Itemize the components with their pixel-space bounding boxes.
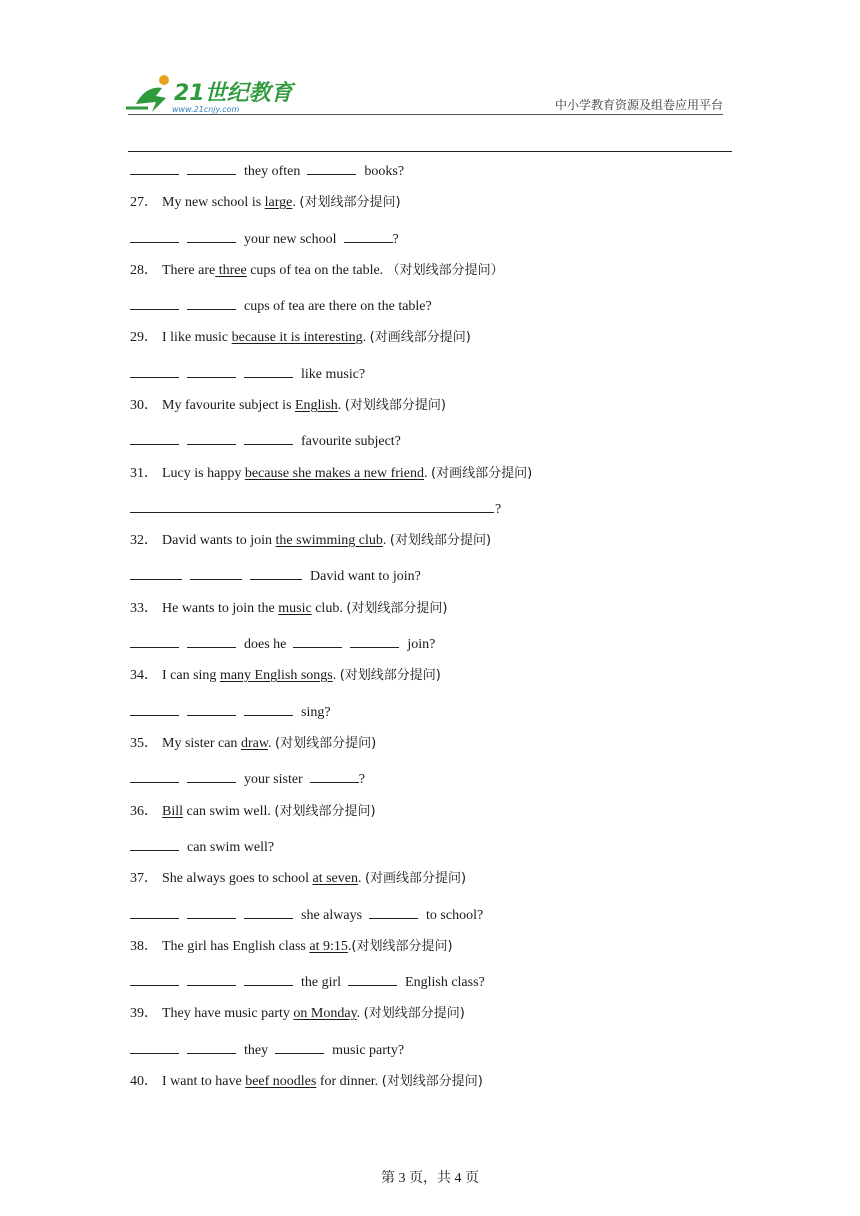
question-text: My new school is: [162, 195, 265, 210]
answer-text: favourite subject?: [301, 434, 401, 449]
answer-blank[interactable]: [250, 566, 302, 580]
instruction: (对划线部分提问): [363, 1006, 465, 1021]
answer-blank[interactable]: [369, 905, 418, 919]
question-text-post: cups of tea on the table.: [246, 263, 387, 278]
answer-blank[interactable]: [130, 364, 179, 378]
question-text-post: .: [357, 871, 365, 886]
answer-blank[interactable]: [187, 364, 236, 378]
question-text-post: .: [424, 466, 432, 481]
answer-text: like music?: [301, 367, 366, 382]
underlined-part: at seven: [312, 871, 358, 886]
question-text-post: .: [356, 1006, 364, 1021]
underlined-part: English: [294, 398, 338, 413]
answer-blank[interactable]: [130, 905, 179, 919]
answer-line-28: [130, 296, 432, 316]
answer-text: she always: [301, 908, 363, 923]
question-number: 35．: [130, 736, 158, 751]
question-number: 38．: [130, 939, 158, 954]
underlined-part: three: [215, 263, 247, 278]
answer-line-27: [130, 229, 399, 249]
answer-blank[interactable]: [348, 972, 397, 986]
answer-end: ?: [392, 232, 399, 247]
answer-blank[interactable]: [130, 634, 179, 648]
question-text: She always goes to school: [162, 871, 313, 886]
instruction: (对划线部分提问): [274, 804, 376, 819]
instruction: (对画线部分提问): [364, 871, 467, 886]
answer-blank[interactable]: [187, 161, 236, 175]
answer-line-26: [130, 161, 404, 181]
instruction: (对划线部分提问): [344, 398, 446, 413]
underlined-part: at 9:15: [309, 939, 348, 954]
underlined-part: large: [264, 195, 293, 210]
answer-end: English class?: [405, 975, 485, 990]
platform-label: 中小学教育资源及组卷应用平台: [554, 98, 723, 112]
answer-blank[interactable]: [293, 634, 342, 648]
question-number: 30．: [130, 398, 158, 413]
question-text: They have music party: [162, 1006, 294, 1021]
question-number: 29．: [130, 330, 158, 345]
question-number: 37．: [130, 871, 158, 886]
question-39: [130, 1005, 465, 1023]
underlined-part: draw: [240, 736, 269, 751]
page-number: 第 3 页，共 4 页: [381, 1171, 479, 1186]
answer-blank[interactable]: [244, 364, 293, 378]
instruction: (对划线部分提问): [351, 939, 453, 954]
answer-end: music party?: [332, 1043, 405, 1058]
question-text: I want to have: [162, 1074, 246, 1089]
question-number: 32．: [130, 533, 158, 548]
question-28: [130, 262, 504, 280]
answer-blank[interactable]: [187, 296, 236, 310]
answer-blank[interactable]: [130, 702, 179, 716]
answer-blank[interactable]: [130, 431, 179, 445]
answer-blank[interactable]: [350, 634, 399, 648]
question-30: [130, 397, 446, 415]
answer-blank[interactable]: [130, 769, 179, 783]
question-35: [130, 735, 376, 753]
answer-text: they often: [244, 164, 301, 179]
answer-blank[interactable]: [190, 566, 242, 580]
answer-blank[interactable]: [130, 161, 179, 175]
question-text: I like music: [162, 330, 232, 345]
answer-blank[interactable]: [187, 229, 236, 243]
answer-blank[interactable]: [187, 431, 236, 445]
answer-blank[interactable]: [130, 837, 179, 851]
underlined-part: many English songs: [219, 668, 333, 683]
question-text: The girl has English class: [162, 939, 310, 954]
underlined-part: on Monday: [293, 1006, 357, 1021]
question-text-post: .: [362, 330, 370, 345]
answer-text: does he: [244, 637, 287, 652]
question-text: My sister can: [162, 736, 241, 751]
instruction: (对划线部分提问): [299, 195, 401, 210]
answer-text: your new school: [244, 232, 337, 247]
answer-end: ?: [358, 772, 365, 787]
underlined-part: because she makes a new friend: [244, 466, 425, 481]
question-text-post: .: [292, 195, 300, 210]
underlined-part: beef noodles: [245, 1074, 317, 1089]
instruction: (对划线部分提问): [339, 668, 441, 683]
answer-blank[interactable]: [244, 905, 293, 919]
question-text-post: can swim well.: [183, 804, 275, 819]
question-text: David wants to join: [162, 533, 276, 548]
question-number: 40．: [130, 1074, 158, 1089]
answer-blank[interactable]: [130, 296, 179, 310]
question-text-post: .: [382, 533, 390, 548]
answer-text: the girl: [301, 975, 342, 990]
answer-end: books?: [364, 164, 405, 179]
answer-text: David want to join?: [310, 569, 421, 584]
question-number: 39．: [130, 1006, 158, 1021]
answer-line-31: [130, 499, 501, 519]
question-38: [130, 938, 453, 956]
question-text-post: club.: [311, 601, 347, 616]
answer-text: they: [244, 1043, 269, 1058]
logo-url: www.21cnjy.com: [172, 105, 240, 114]
instruction: (对划线部分提问): [389, 533, 492, 548]
answer-blank[interactable]: [187, 702, 236, 716]
answer-line-29: [130, 364, 365, 384]
logo-title: 21世纪教育: [174, 81, 293, 106]
instruction: (对画线部分提问): [369, 330, 471, 345]
question-number: 27．: [130, 195, 158, 210]
answer-blank[interactable]: [244, 972, 293, 986]
answer-blank[interactable]: [310, 769, 359, 783]
header-rule: [128, 114, 723, 115]
question-31: [130, 465, 532, 483]
body-rule: [128, 151, 732, 152]
answer-blank[interactable]: [130, 229, 179, 243]
answer-blank[interactable]: [275, 1040, 324, 1054]
logo-21cnjy: [122, 68, 302, 118]
question-text-post: .: [347, 939, 352, 954]
answer-end: ?: [495, 502, 502, 517]
answer-end: join?: [407, 637, 436, 652]
answer-blank[interactable]: [187, 1040, 236, 1054]
answer-line-33: [130, 634, 435, 654]
answer-blank-long[interactable]: [130, 499, 494, 513]
answer-text: can swim well?: [187, 840, 275, 855]
instruction: (对划线部分提问): [381, 1074, 483, 1089]
question-27: [130, 194, 401, 212]
question-number: 28．: [130, 263, 158, 278]
question-text-post: for dinner.: [316, 1074, 382, 1089]
instruction: （对划线部分提问）: [386, 263, 504, 278]
answer-end: to school?: [426, 908, 484, 923]
answer-line-37: [130, 905, 483, 925]
instruction: (对划线部分提问): [346, 601, 448, 616]
instruction: (对画线部分提问): [431, 466, 533, 481]
answer-blank[interactable]: [244, 702, 293, 716]
answer-line-39: [130, 1040, 404, 1060]
question-text: He wants to join the: [162, 601, 279, 616]
question-34: [130, 667, 441, 685]
answer-line-36: [130, 837, 274, 857]
instruction: (对划线部分提问): [275, 736, 377, 751]
question-text: There are: [162, 263, 216, 278]
answer-text: cups of tea are there on the table?: [244, 299, 432, 314]
answer-blank[interactable]: [244, 431, 293, 445]
answer-blank[interactable]: [344, 229, 393, 243]
answer-blank[interactable]: [187, 905, 236, 919]
question-37: [130, 870, 466, 888]
question-text-post: .: [337, 398, 345, 413]
answer-line-30: [130, 431, 401, 451]
question-number: 31．: [130, 466, 158, 481]
question-number: 33．: [130, 601, 158, 616]
answer-text: your sister: [244, 772, 303, 787]
answer-blank[interactable]: [130, 1040, 179, 1054]
question-number: 36．: [130, 804, 158, 819]
answer-blank[interactable]: [130, 972, 179, 986]
answer-line-35: [130, 769, 365, 789]
underlined-part: because it is interesting: [231, 330, 363, 345]
question-32: [130, 532, 491, 550]
question-29: [130, 329, 471, 347]
question-36: [130, 803, 376, 821]
answer-line-32: [130, 566, 421, 586]
answer-line-38: [130, 972, 485, 992]
question-40: [130, 1073, 483, 1091]
question-33: [130, 600, 447, 618]
underlined-part: Bill: [162, 804, 184, 819]
underlined-part: music: [278, 601, 312, 616]
answer-blank[interactable]: [187, 972, 236, 986]
question-text: Lucy is happy: [162, 466, 245, 481]
question-text: I can sing: [162, 668, 220, 683]
answer-text: sing?: [301, 705, 331, 720]
question-text-post: .: [332, 668, 340, 683]
answer-blank[interactable]: [130, 566, 182, 580]
question-text-post: .: [268, 736, 276, 751]
answer-blank[interactable]: [187, 634, 236, 648]
answer-line-34: [130, 702, 331, 722]
question-number: 34．: [130, 668, 158, 683]
answer-blank[interactable]: [187, 769, 236, 783]
question-text: My favourite subject is: [162, 398, 295, 413]
answer-blank[interactable]: [307, 161, 356, 175]
underlined-part: the swimming club: [275, 533, 383, 548]
